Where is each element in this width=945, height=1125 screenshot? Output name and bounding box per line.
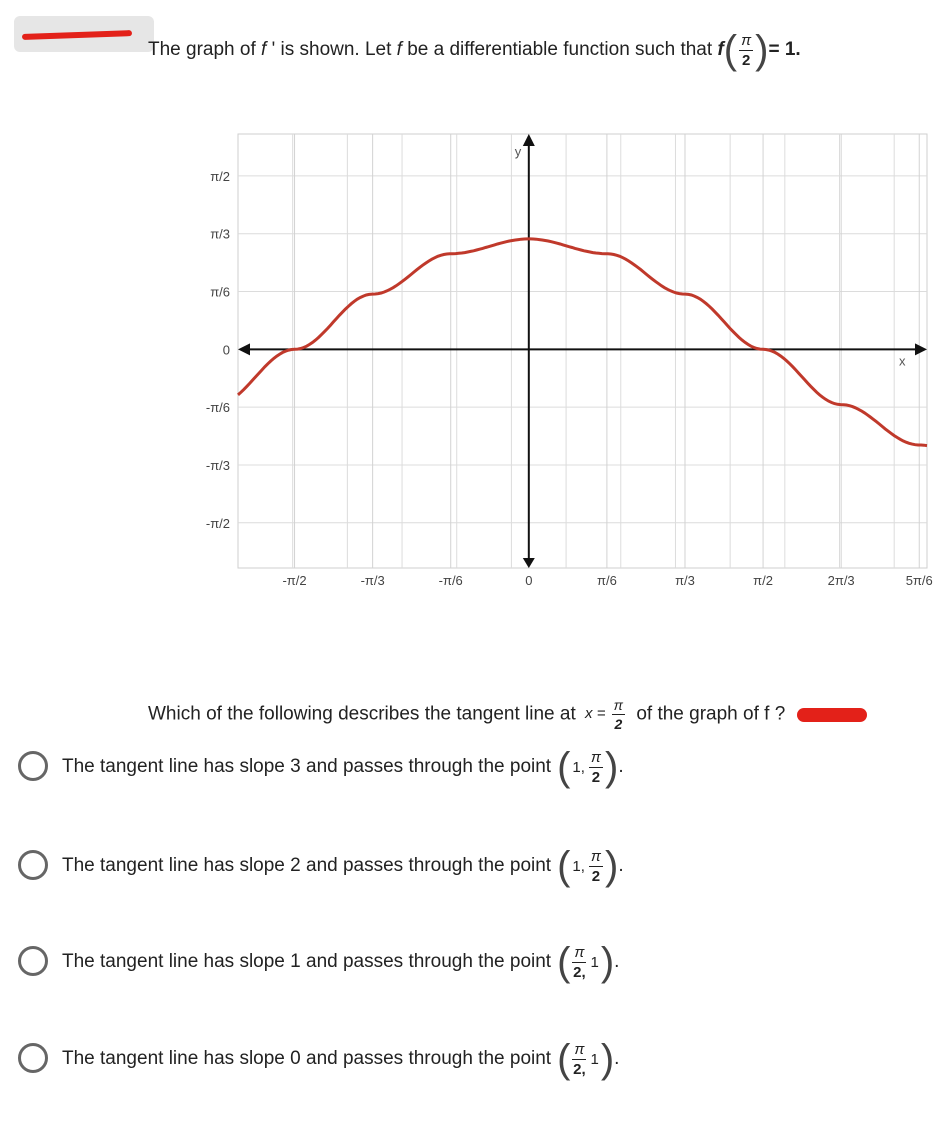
paren-close: ) — [600, 1037, 615, 1081]
paren-close: ) — [604, 745, 619, 789]
question-suffix: of the graph of f ? — [636, 703, 786, 725]
prompt-f: f — [261, 39, 267, 61]
condition-value: = 1. — [768, 39, 801, 61]
y-tick-label: -π/6 — [205, 400, 230, 416]
question-text — [148, 698, 867, 731]
paren-close: ) — [755, 28, 769, 72]
radio-button[interactable] — [18, 946, 48, 976]
y-tick-label: π/2 — [210, 168, 230, 184]
y-axis-label: y — [514, 144, 522, 159]
point-expression — [557, 747, 618, 787]
paren-open: ( — [557, 745, 571, 789]
radio-button[interactable] — [18, 751, 48, 781]
option-label: The tangent line has slope 1 and passes through the point — [62, 951, 552, 972]
point-fraction-numerator: π — [574, 1040, 585, 1058]
y-tick-label: -π/3 — [205, 457, 230, 473]
x-axis-label: x — [899, 353, 906, 369]
y-tick-label: 0 — [222, 342, 230, 358]
point-fraction-numerator: π — [574, 943, 585, 961]
paren-open: ( — [557, 844, 571, 888]
point-x: 1, — [572, 758, 585, 776]
answer-option-2[interactable] — [18, 846, 918, 896]
x-tick-label: π/2 — [753, 573, 773, 588]
y-tick-label: π/6 — [210, 284, 230, 300]
answer-option-4[interactable] — [18, 1039, 918, 1089]
redaction-mark-end — [797, 708, 867, 722]
point-fraction-denominator: 2, — [573, 1060, 586, 1078]
option-period: . — [618, 855, 624, 876]
x-equals-label: x = — [585, 705, 606, 723]
answer-option-3[interactable] — [18, 942, 918, 992]
point-y: 1 — [590, 953, 599, 971]
paren-open: ( — [723, 28, 738, 72]
radio-button[interactable] — [18, 1043, 48, 1073]
x-tick-label: 2π/3 — [827, 573, 855, 588]
x-fraction-denominator: 2 — [614, 716, 623, 732]
paren-open: ( — [557, 1037, 571, 1081]
prompt-text: The graph of — [148, 39, 262, 61]
point-fraction-denominator: 2 — [591, 867, 601, 885]
point-x: 1, — [572, 857, 585, 875]
radio-button[interactable] — [18, 850, 48, 880]
point-fraction-numerator: π — [590, 748, 601, 766]
prompt-text-after: be a differentiable function such that — [401, 39, 718, 61]
paren-open: ( — [557, 940, 571, 984]
prompt-f2: f — [396, 39, 402, 61]
x-tick-label: π/6 — [596, 573, 617, 588]
option-period: . — [614, 951, 620, 972]
option-label: The tangent line has slope 2 and passes through the point — [62, 855, 552, 876]
x-tick-label: -π/3 — [360, 573, 385, 588]
y-tick-label: -π/2 — [205, 515, 230, 531]
point-fraction-denominator: 2 — [591, 768, 601, 786]
question-prefix: Which of the following describes the tangent line at — [148, 703, 576, 725]
fraction-numerator: π — [741, 31, 752, 49]
option-label: The tangent line has slope 3 and passes through the point — [62, 756, 552, 777]
prompt-text-mid: ' is shown. Let — [266, 39, 397, 61]
point-expression — [557, 846, 618, 886]
x-tick-label: 5π/6 — [905, 573, 933, 588]
paren-close: ) — [604, 844, 619, 888]
x-tick-label: 0 — [525, 573, 533, 588]
point-expression — [557, 942, 614, 982]
plot-frame — [238, 134, 927, 568]
point-fraction-numerator: π — [590, 847, 601, 865]
paren-close: ) — [600, 940, 615, 984]
fraction-denominator: 2 — [741, 51, 751, 69]
y-tick-label: π/3 — [210, 226, 230, 242]
point-y: 1 — [590, 1050, 599, 1068]
x-fraction-numerator: π — [613, 697, 624, 713]
prompt-f3: f — [717, 39, 724, 61]
option-label: The tangent line has slope 0 and passes through the point — [62, 1048, 552, 1069]
x-tick-label: π/3 — [675, 573, 695, 588]
point-fraction-denominator: 2, — [573, 963, 586, 981]
x-tick-label: -π/2 — [282, 573, 307, 588]
option-period: . — [618, 756, 624, 777]
point-expression — [557, 1039, 614, 1079]
x-equals-expression — [585, 698, 627, 731]
answer-option-1[interactable] — [18, 747, 918, 797]
option-period: . — [614, 1048, 620, 1069]
x-tick-label: -π/6 — [438, 573, 463, 588]
